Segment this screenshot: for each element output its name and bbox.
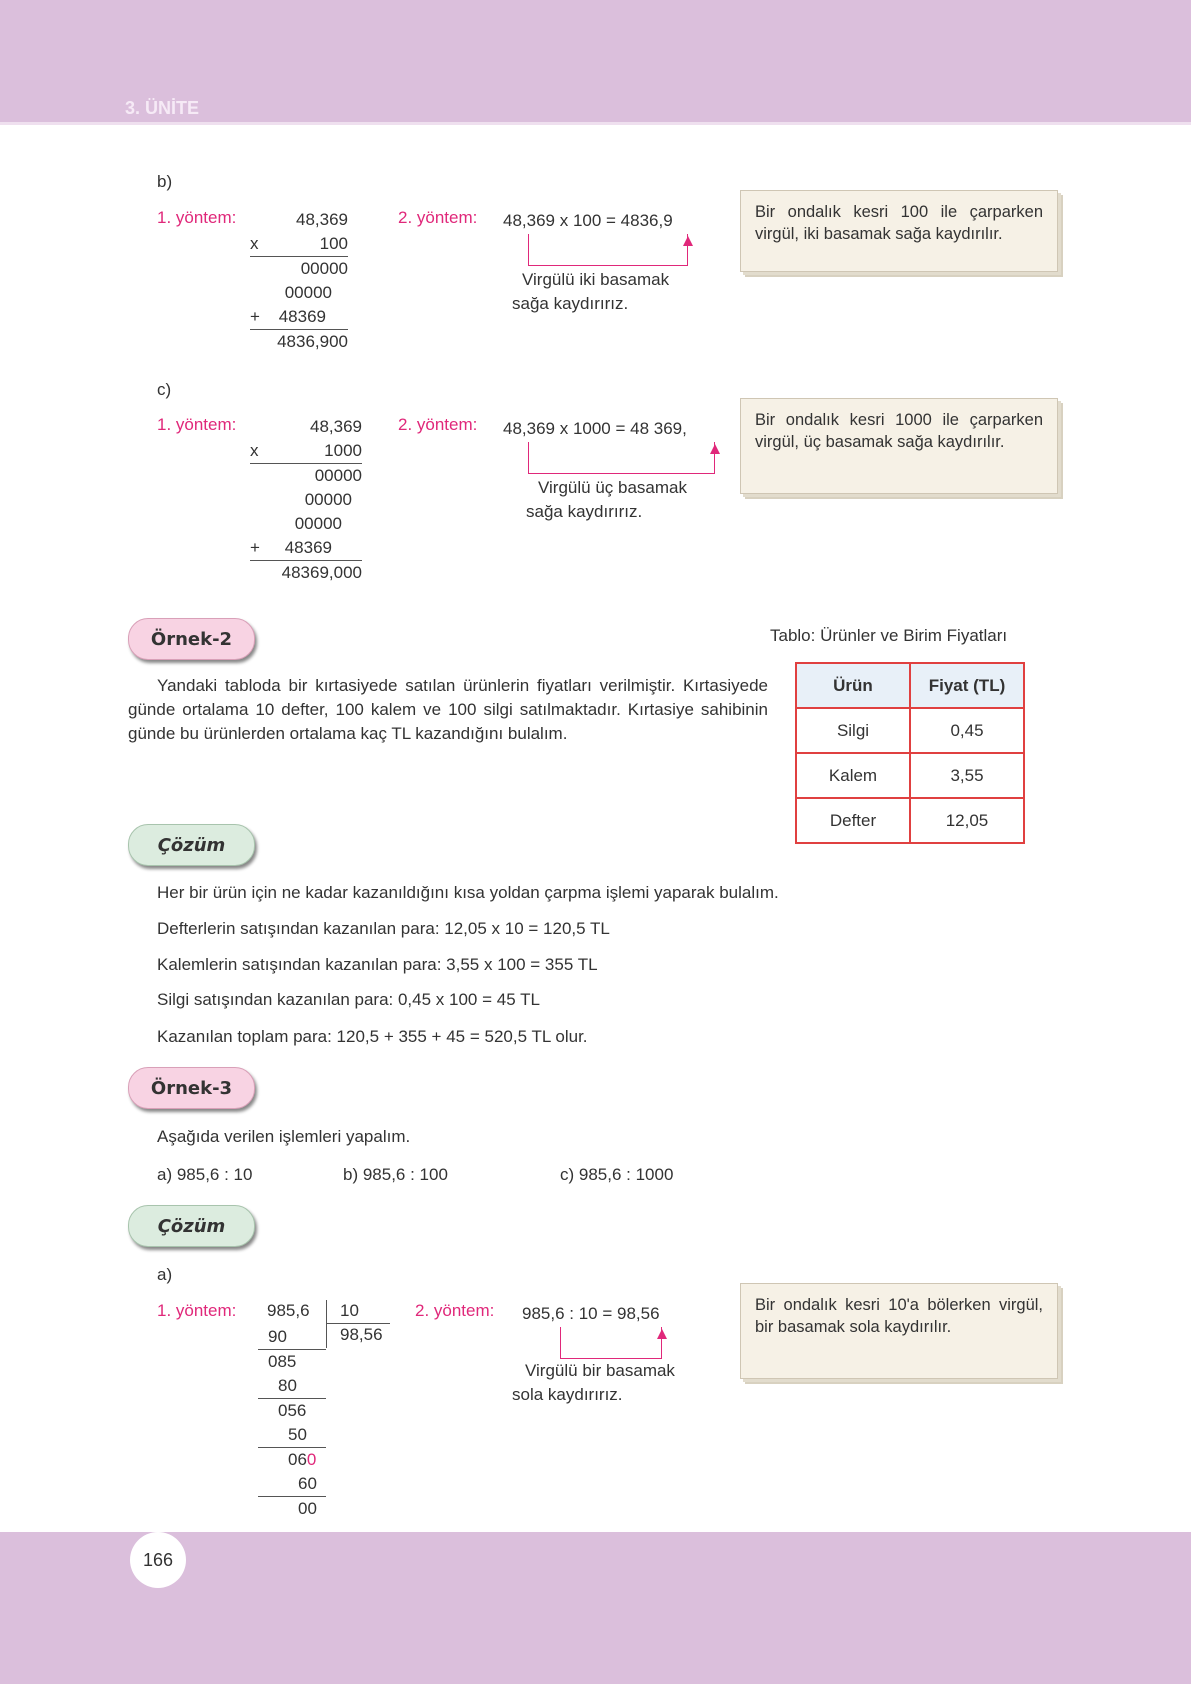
table-row — [796, 798, 1024, 843]
division-bar — [326, 1300, 327, 1348]
exercise-item: a) 985,6 : 10 — [157, 1165, 253, 1184]
arrow-bracket — [528, 442, 715, 474]
row: 80 — [258, 1374, 326, 1399]
unit-title: 3. ÜNİTE — [125, 98, 200, 118]
arrow-up-icon — [683, 236, 693, 246]
equation: 48,369 x 1000 = 48 369, — [503, 419, 687, 438]
col-header: Ürün — [796, 663, 910, 708]
method-2-label: 2. yöntem: — [398, 415, 478, 434]
row: 48369 — [284, 538, 332, 557]
solution-badge: Çözüm — [128, 1205, 255, 1247]
sign: + — [250, 307, 260, 326]
price-table — [795, 662, 1025, 844]
cell: Kalem — [796, 753, 910, 798]
sign: x — [250, 441, 259, 460]
multiplication-c — [250, 415, 362, 585]
solution-line: Defterlerin satışından kazanılan para: 12,05 x 10 = 120,5 TL — [157, 919, 610, 938]
part-a-label: a) — [157, 1265, 173, 1284]
arrow-up-icon — [710, 444, 720, 454]
row: 48369,000 — [281, 563, 362, 582]
method-1-label: 1. yöntem: — [157, 208, 237, 227]
division-line — [326, 1323, 390, 1324]
row: 90 — [258, 1325, 326, 1350]
row: 4836,900 — [277, 332, 348, 351]
arrow-up-icon — [657, 1329, 667, 1339]
row: 00000 — [300, 259, 348, 278]
table-row — [796, 753, 1024, 798]
page-number: 166 — [130, 1532, 186, 1588]
note-line: Virgülü bir basamak — [525, 1361, 675, 1380]
equation: 985,6 : 10 = 98,56 — [522, 1304, 660, 1323]
example-text: Yandaki tabloda bir kırtasiyede satılan ürünlerin fiyatları verilmiştir. Kırtasiyede günde ortalama 10 defter, 100 kalem ve 100 silgi satılmaktadır. Kırtasiye sahibinin günde bu ürünlerden ortalama kaç TL kazandığını bulalım. — [128, 676, 768, 743]
row: 48369 — [278, 307, 326, 326]
cell: Silgi — [796, 708, 910, 753]
note-line: sağa kaydırırız. — [512, 294, 629, 313]
solution-line: Kalemlerin satışından kazanılan para: 3,55 x 100 = 355 TL — [157, 955, 598, 974]
solution-line: Her bir ürün için ne kadar kazanıldığını kısa yoldan çarpma işlemi yaparak bulalım. — [157, 883, 779, 902]
table-row — [796, 708, 1024, 753]
rule-note: Bir ondalık kesri 1000 ile çarparken virgül, üç basamak sağa kaydırılır. — [740, 398, 1058, 494]
row: 00 — [298, 1499, 317, 1518]
solution-line: Kazanılan toplam para: 120,5 + 355 + 45 = 520,5 TL olur. — [157, 1027, 588, 1046]
row: 085 — [268, 1352, 297, 1371]
part-b-label: b) — [157, 172, 173, 191]
sign: x — [250, 234, 259, 253]
example-badge: Örnek-3 — [128, 1067, 255, 1109]
dividend: 985,6 — [267, 1301, 310, 1320]
brought-down-digit: 0 — [306, 1450, 317, 1469]
row: 1000 — [324, 441, 362, 460]
row: 00000 — [284, 283, 332, 302]
example-badge: Örnek-2 — [128, 618, 255, 660]
method-2-label: 2. yöntem: — [415, 1301, 495, 1320]
exercise-item: c) 985,6 : 1000 — [560, 1165, 674, 1184]
example-text: Aşağıda verilen işlemleri yapalım. — [157, 1127, 411, 1146]
rule-note: Bir ondalık kesri 100 ile çarparken virgül, iki basamak sağa kaydırılır. — [740, 190, 1058, 272]
row: 48,369 — [296, 210, 348, 229]
row: 00000 — [294, 514, 342, 533]
cell: 3,55 — [910, 753, 1024, 798]
row: 48,369 — [310, 417, 362, 436]
col-header: Fiyat (TL) — [910, 663, 1024, 708]
table-header-row — [796, 663, 1024, 708]
solution-badge: Çözüm — [128, 824, 255, 866]
digits: 06 — [288, 1450, 307, 1469]
row: 60 — [258, 1472, 326, 1497]
cell: 12,05 — [910, 798, 1024, 843]
row: 00000 — [314, 466, 362, 485]
division-steps — [258, 1325, 326, 1521]
arrow-bracket — [560, 1327, 662, 1359]
divisor: 10 — [340, 1301, 359, 1320]
sign: + — [250, 538, 260, 557]
note-line: Virgülü üç basamak — [538, 478, 687, 497]
table-caption: Tablo: Ürünler ve Birim Fiyatları — [770, 626, 1008, 645]
cell: 0,45 — [910, 708, 1024, 753]
row: 056 — [278, 1401, 307, 1420]
solution-line: Silgi satışından kazanılan para: 0,45 x 100 = 45 TL — [157, 990, 540, 1009]
row: 100 — [319, 234, 348, 253]
equation: 48,369 x 100 = 4836,9 — [503, 211, 673, 230]
row — [258, 1448, 326, 1472]
method-1-label: 1. yöntem: — [157, 415, 237, 434]
note-line: sağa kaydırırız. — [526, 502, 643, 521]
part-c-label: c) — [157, 380, 172, 399]
method-1-label: 1. yöntem: — [157, 1301, 237, 1320]
note-line: sola kaydırırız. — [512, 1385, 623, 1404]
row: 00000 — [304, 490, 352, 509]
multiplication-b — [250, 208, 348, 354]
method-2-label: 2. yöntem: — [398, 208, 478, 227]
rule-note: Bir ondalık kesri 10'a bölerken virgül, bir basamak sola kaydırılır. — [740, 1283, 1058, 1379]
note-line: Virgülü iki basamak — [522, 270, 670, 289]
quotient: 98,56 — [340, 1325, 383, 1344]
row: 50 — [258, 1423, 326, 1448]
cell: Defter — [796, 798, 910, 843]
arrow-bracket — [528, 234, 688, 266]
exercise-item: b) 985,6 : 100 — [343, 1165, 448, 1184]
